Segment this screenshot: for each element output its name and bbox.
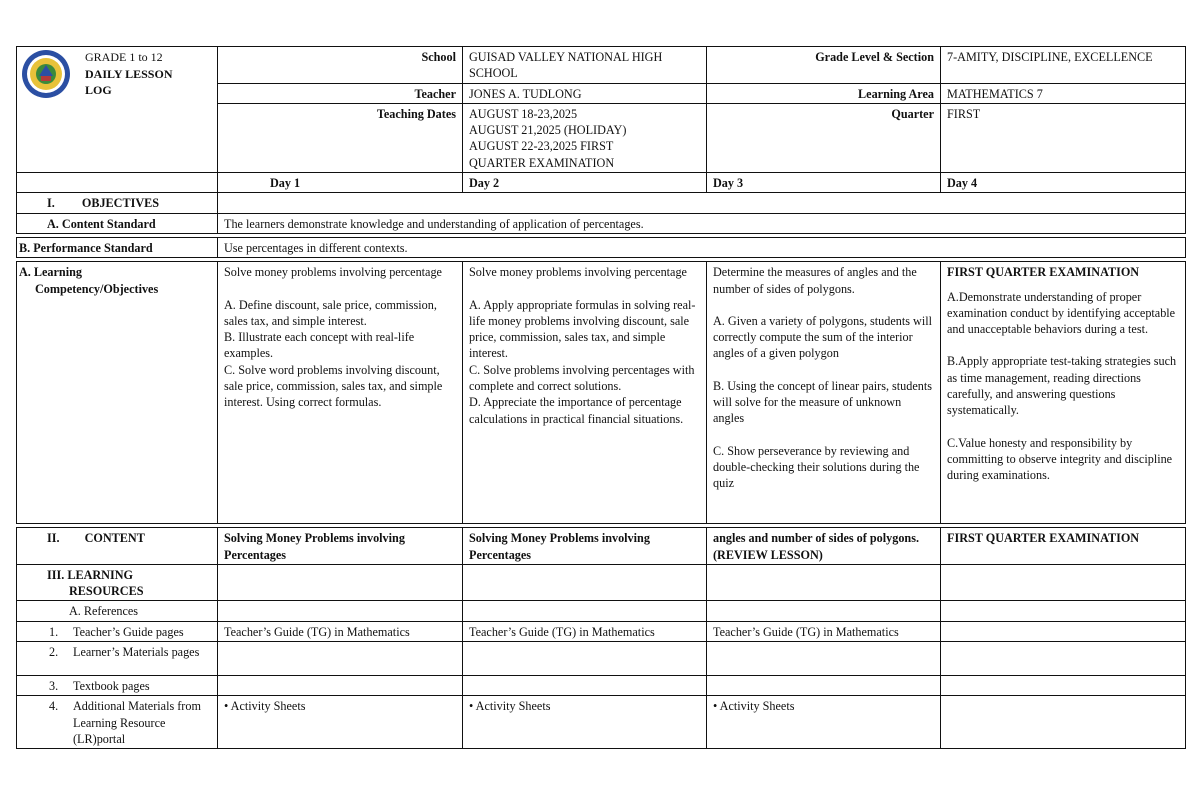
resource-cell [218,642,463,676]
teaching-dates-label: Teaching Dates [218,103,463,172]
date-line: QUARTER EXAMINATION [469,155,615,170]
date-line: AUGUST 22-23,2025 FIRST [469,139,614,154]
resource-num: 2. [49,645,59,660]
objective-item: C. Show perseverance by reviewing and double-checking their solutions during the quiz [713,443,920,491]
resource-cell: Teacher’s Guide (TG) in Mathematics [707,621,941,641]
day-4-header: Day 4 [941,173,1186,193]
resource-cell [941,696,1186,749]
resource-cell: Teacher’s Guide (TG) in Mathematics [218,621,463,641]
performance-standard-value: Use percentages in different contexts. [218,237,1186,257]
quarter-label: Quarter [707,103,941,172]
objective-item: B. Illustrate each concept with real-life examples. [224,330,415,361]
title-line-3: LOG [85,83,112,97]
objective-item: A. Define discount, sale price, commission, sales tax, and simple interest. [224,297,437,328]
content-standard-value: The learners demonstrate knowledge and understanding of application of percentages. [218,213,1186,233]
content-title: CONTENT [84,531,145,546]
day-1-objectives [218,262,463,524]
resource-label: Teacher’s Guide pages [73,624,184,639]
day-1-intro: Solve money problems involving percentage [224,265,442,280]
day-4-content: FIRST QUARTER EXAMINATION [941,528,1186,565]
resources-heading-line-2: RESOURCES [69,584,144,599]
resources-blank-1 [218,564,463,601]
resource-cell [463,642,707,676]
objectives-heading [17,193,218,213]
resource-cell [941,621,1186,641]
resource-cell [218,676,463,696]
teacher-label: Teacher [218,83,463,103]
objective-item: C. Solve problems involving percentages with complete and correct solutions. [469,362,695,394]
resources-blank-2 [463,564,707,601]
objective-item: A. Apply appropriate formulas in solving real-life money problems involving discount, sale price, commission, sales tax, and simple interest. [469,297,696,361]
grade-level-label: Grade Level & Section [707,47,941,84]
objective-item: A. Given a variety of polygons, students will correctly compute the sum of the interior angles of a given polygon [713,313,933,361]
day-1-header: Day 1 [218,173,463,193]
quarter-value: FIRST [941,103,1186,172]
school-value: GUISAD VALLEY NATIONAL HIGH SCHOOL [463,47,707,84]
resource-cell: • Activity Sheets [218,696,463,749]
resource-cell [707,676,941,696]
references-blank-3 [707,601,941,621]
resource-row-label [17,676,218,696]
resource-cell: • Activity Sheets [707,696,941,749]
resource-cell [941,676,1186,696]
lc-label-line-1: A. Learning [19,265,82,280]
day-1-content: Solving Money Problems involving Percentages [218,528,463,565]
resources-heading-line-1: III. LEARNING [47,567,134,582]
resource-cell: Teacher’s Guide (TG) in Mathematics [463,621,707,641]
day-2-header: Day 2 [463,173,707,193]
teaching-dates-value [463,103,707,172]
resource-num: 4. [49,699,59,714]
objective-item: A.Demonstrate understanding of proper examination conduct by identifying acceptable and unacceptable behaviors during a test. [947,289,1176,337]
dll-table [16,46,1186,749]
resource-label: Learner’s Materials pages [73,645,200,660]
day-3-content: angles and number of sides of polygons. (REVIEW LESSON) [707,528,941,565]
objectives-title: OBJECTIVES [81,196,160,211]
references-label: A. References [17,601,218,621]
resources-blank-4 [941,564,1186,601]
days-blank [17,173,218,193]
resource-cell [463,676,707,696]
objective-item: D. Appreciate the importance of percentage calculations in practical financial situations. [469,395,684,426]
day-2-objectives [463,262,707,524]
daily-lesson-log [16,46,1185,746]
day-3-objectives [707,262,941,524]
header-title-cell [17,47,218,173]
learning-resources-heading [17,564,218,601]
references-blank-1 [218,601,463,621]
resource-num: 1. [49,624,59,639]
resource-num: 3. [49,679,59,694]
performance-standard-label: B. Performance Standard [17,237,218,257]
objective-item: B. Using the concept of linear pairs, students will solve for the measure of unknown angles [713,378,932,426]
grade-level-value: 7-AMITY, DISCIPLINE, EXCELLENCE [941,47,1186,84]
resource-cell [707,642,941,676]
resource-cell [941,642,1186,676]
school-label: School [218,47,463,84]
day-2-content: Solving Money Problems involving Percentages [463,528,707,565]
deped-seal-icon [21,49,71,99]
date-line: AUGUST 21,2025 (HOLIDAY) [469,123,627,138]
learning-area-label: Learning Area [707,83,941,103]
title-line-1: GRADE 1 to 12 [85,50,163,64]
objective-item: C.Value honesty and responsibility by committing to observe integrity and discipline during examinations. [947,435,1173,483]
objectives-num: I. [47,196,55,211]
learning-area-value: MATHEMATICS 7 [941,83,1186,103]
resource-row-label [17,696,218,749]
references-blank-4 [941,601,1186,621]
objective-item: C. Solve word problems involving discount, sale price, commission, sales tax, and simple interest. Using correct formulas. [224,362,443,410]
resources-blank-3 [707,564,941,601]
content-num: II. [47,531,60,546]
resource-row-label [17,621,218,641]
lc-label-line-2: Competency/Objectives [35,281,159,296]
day-3-intro: Determine the measures of angles and the number of sides of polygons. [713,265,917,296]
content-heading [17,528,218,565]
learning-competency-label [17,262,218,524]
title-line-2: DAILY LESSON [85,66,173,81]
resource-cell: • Activity Sheets [463,696,707,749]
day-2-intro: Solve money problems involving percentage [469,265,687,280]
objective-item: B.Apply appropriate test-taking strategies such as time management, reading directions carefully, and answering questions systematically. [947,354,1177,418]
resource-label: Additional Materials from Learning Resource (LR)portal [73,699,201,746]
day-4-intro: FIRST QUARTER EXAMINATION [947,265,1140,280]
content-standard-label: A. Content Standard [17,213,218,233]
teacher-value: JONES A. TUDLONG [463,83,707,103]
date-line: AUGUST 18-23,2025 [469,106,578,121]
objectives-blank [218,193,1186,213]
resource-label: Textbook pages [73,679,150,694]
day-3-header: Day 3 [707,173,941,193]
day-4-objectives [941,262,1186,524]
resource-row-label [17,642,218,676]
references-blank-2 [463,601,707,621]
